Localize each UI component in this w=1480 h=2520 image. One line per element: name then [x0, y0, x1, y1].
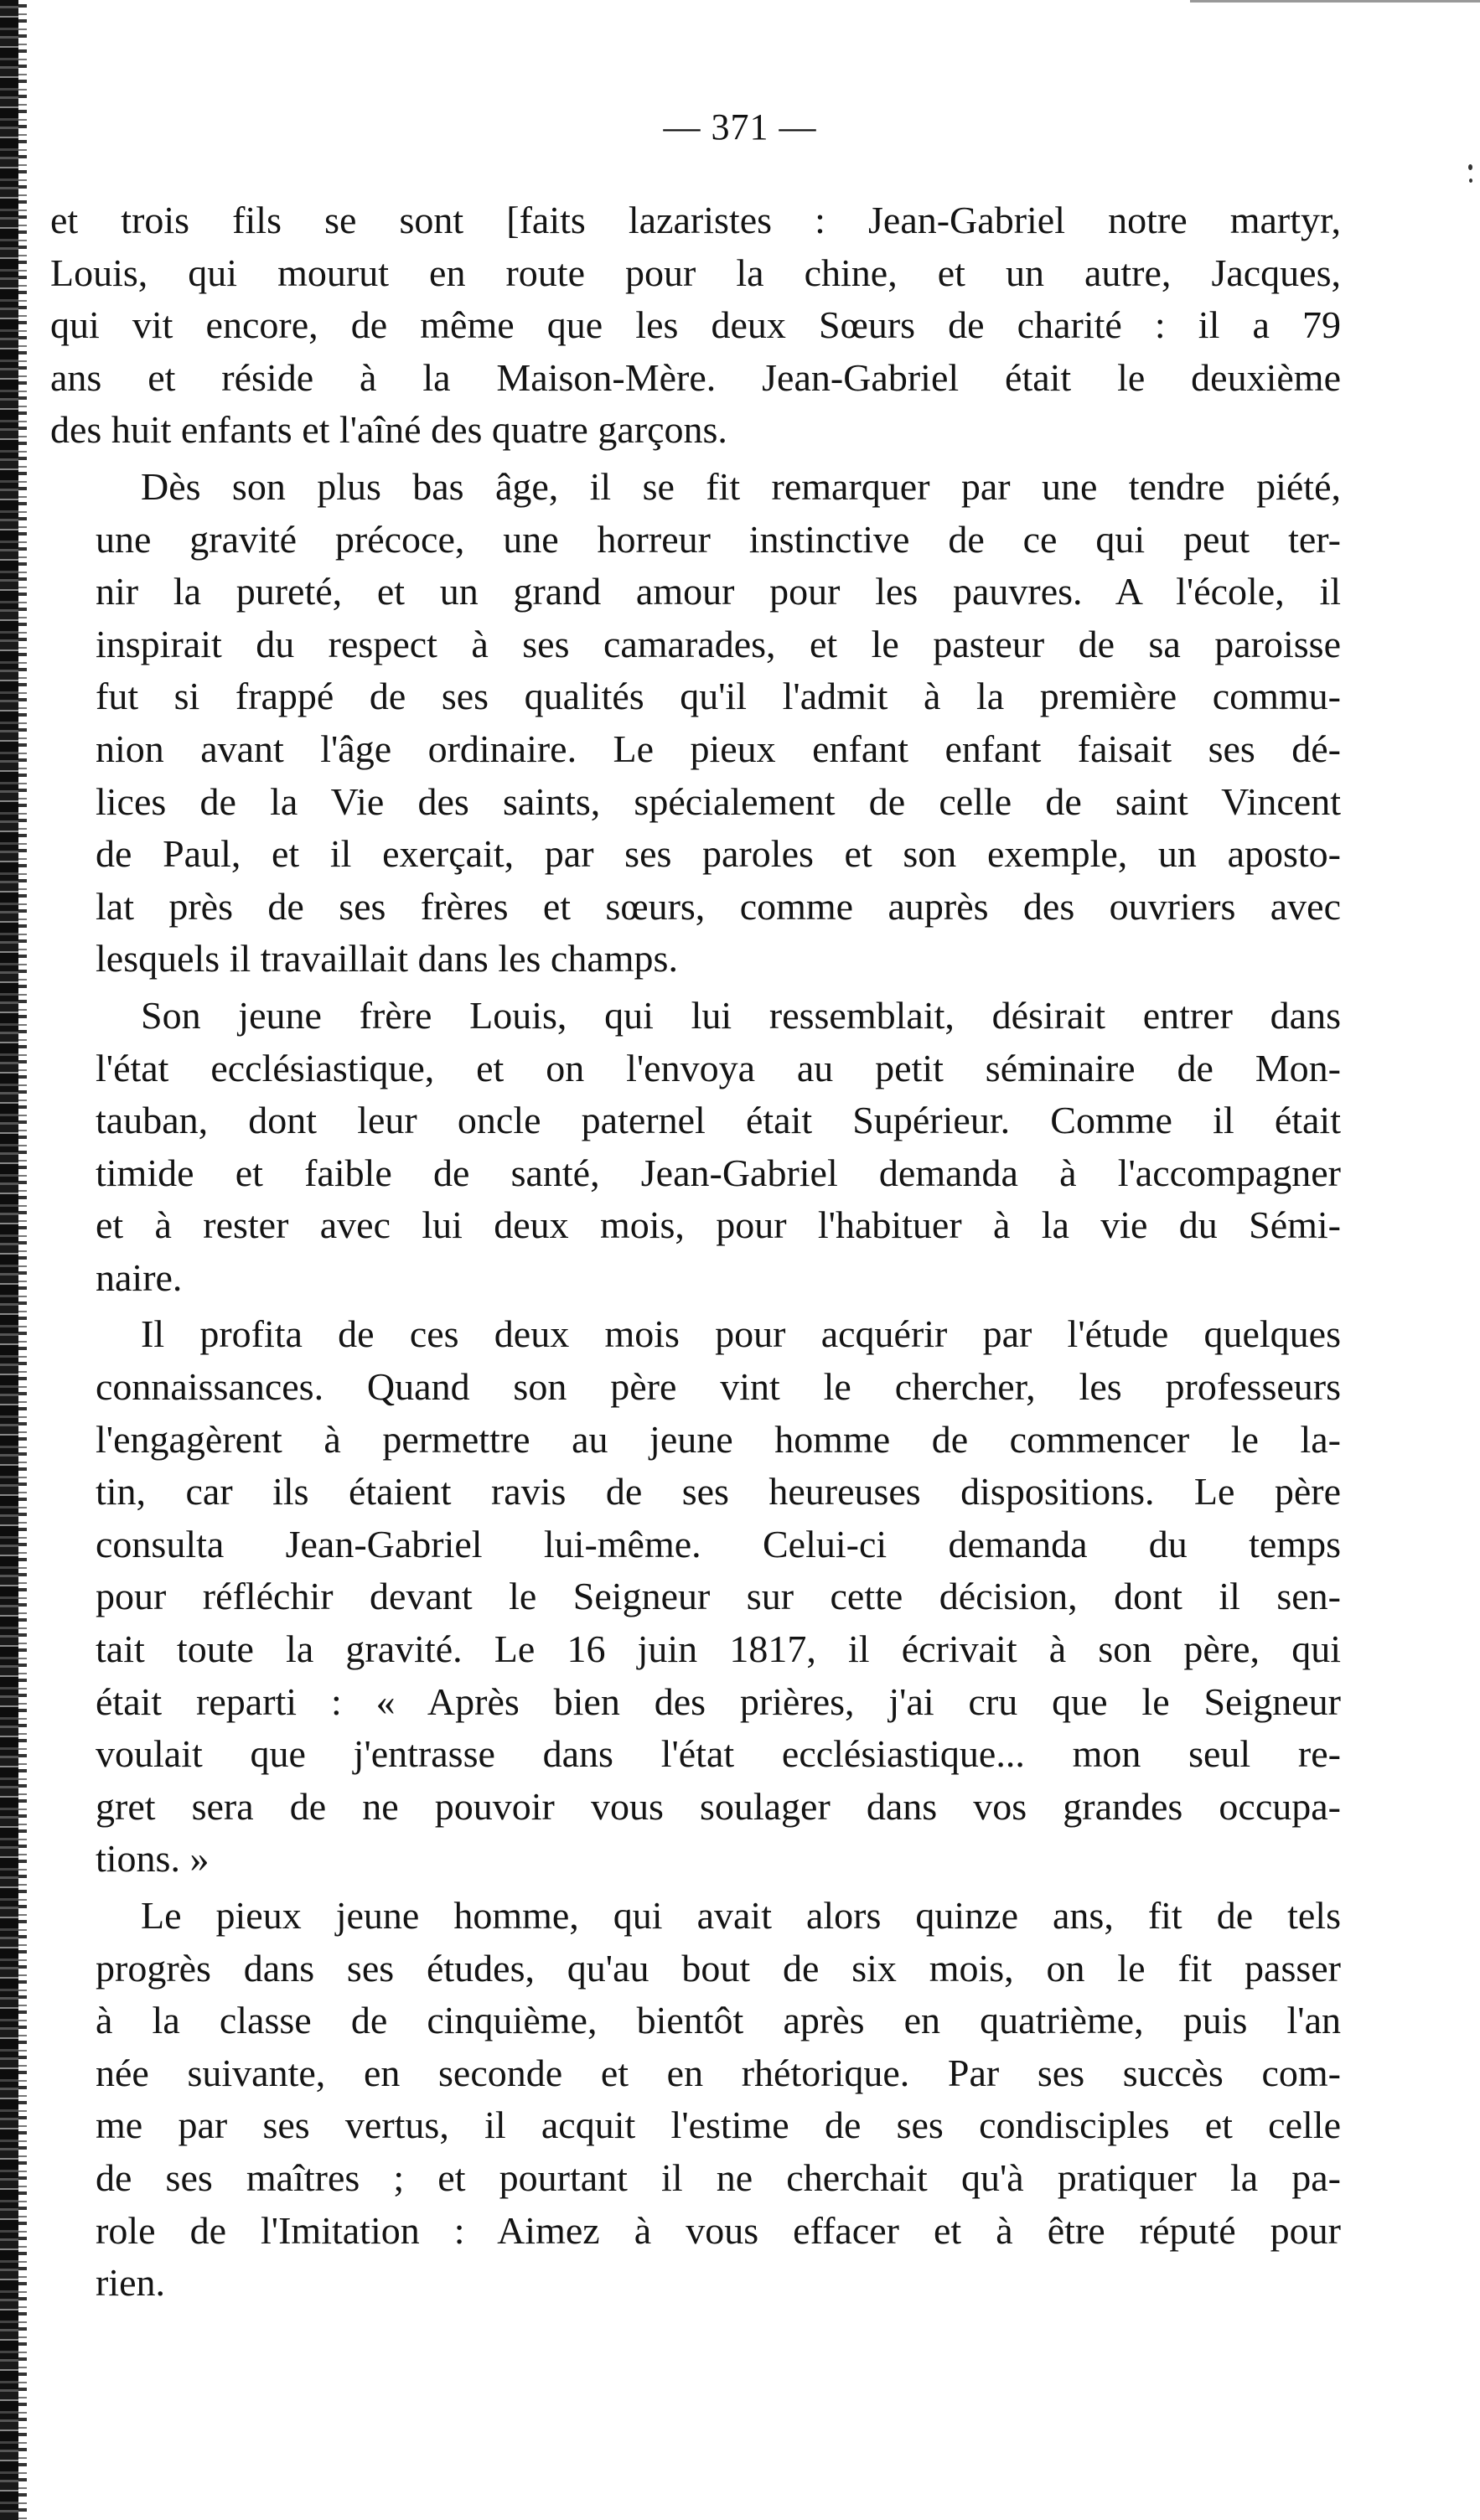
- paragraph: [50, 990, 1341, 1305]
- paragraph: [50, 1308, 1341, 1886]
- paragraph: [50, 194, 1341, 457]
- text-line: ans et réside à la Maison-Mère. Jean-Gabriel était le deuxième: [50, 355, 1341, 399]
- text-line: tions. »: [96, 1837, 210, 1881]
- text-line: Son jeune frère Louis, qui lui ressemblait, désirait entrer dans: [141, 993, 1341, 1037]
- text-line: pour réfléchir devant le Seigneur sur cette décision, dont il sen-: [96, 1575, 1341, 1618]
- text-line: l'engagèrent à permettre au jeune homme de commencer le la-: [96, 1417, 1341, 1461]
- text-line: à la classe de cinquième, bientôt après en quatrième, puis l'an: [96, 1999, 1341, 2042]
- text-line: naire.: [96, 1255, 183, 1299]
- text-line: et trois fils se sont [faits lazaristes : Jean-Gabriel notre martyr,: [50, 199, 1341, 241]
- scan-speck: [1468, 164, 1472, 170]
- text-line: née suivante, en seconde et en rhétorique. Par ses succès com-: [96, 2051, 1341, 2094]
- text-line: qui vit encore, de même que les deux Sœurs de charité : il a 79: [50, 303, 1341, 347]
- text-line: fut si frappé de ses qualités qu'il l'admit à la première commu-: [96, 675, 1341, 718]
- top-rule: [1190, 0, 1480, 3]
- paragraph: [50, 1890, 1341, 2310]
- text-line: Louis, qui mourut en route pour la chine, et un autre, Jacques,: [50, 251, 1341, 294]
- text-line: tin, car ils étaient ravis de ses heureuses dispositions. Le père: [96, 1470, 1341, 1514]
- body-text: [50, 194, 1341, 2310]
- text-line: Le pieux jeune homme, qui avait alors quinze ans, fit de tels: [141, 1894, 1341, 1937]
- text-line: et à rester avec lui deux mois, pour l'habituer à la vie du Sémi-: [96, 1203, 1341, 1247]
- text-line: inspirait du respect à ses camarades, et le pasteur de sa paroisse: [96, 622, 1341, 665]
- text-line: une gravité précoce, une horreur instinctive de ce qui peut ter-: [96, 517, 1341, 561]
- text-line: rien.: [96, 2261, 166, 2305]
- text-line: tait toute la gravité. Le 16 juin 1817, il écrivait à son père, qui: [96, 1627, 1341, 1671]
- text-line: tauban, dont leur oncle paternel était Supérieur. Comme il était: [96, 1099, 1341, 1142]
- paragraph: [50, 461, 1341, 986]
- text-line: était reparti : « Après bien des prières, j'ai cru que le Seigneur: [96, 1679, 1341, 1723]
- text-line: progrès dans ses études, qu'au bout de six mois, on le fit passer: [96, 1946, 1341, 1990]
- text-line: Dès son plus bas âge, il se fit remarquer par une tendre piété,: [141, 464, 1341, 508]
- scan-speck: [1469, 179, 1472, 183]
- text-line: me par ses vertus, il acquit l'estime de ses condisciples et celle: [96, 2103, 1341, 2147]
- text-line: role de l'Imitation : Aimez à vous effacer et à être réputé pour: [96, 2208, 1341, 2252]
- text-line: nir la pureté, et un grand amour pour les pauvres. A l'école, il: [96, 570, 1341, 613]
- text-line: voulait que j'entrasse dans l'état ecclésiastique... mon seul re-: [96, 1732, 1341, 1776]
- text-line: lesquels il travaillait dans les champs.: [96, 937, 678, 981]
- text-line: des huit enfants et l'aîné des quatre garçons.: [50, 408, 727, 452]
- text-line: nion avant l'âge ordinaire. Le pieux enfant enfant faisait ses dé-: [96, 727, 1341, 770]
- text-line: lat près de ses frères et sœurs, comme auprès des ouvriers avec: [96, 884, 1341, 928]
- text-line: Il profita de ces deux mois pour acquérir par l'étude quelques: [141, 1312, 1341, 1356]
- text-line: lices de la Vie des saints, spécialement de celle de saint Vincent: [96, 779, 1341, 823]
- text-line: timide et faible de santé, Jean-Gabriel demanda à l'accompagner: [96, 1151, 1341, 1194]
- text-line: de ses maîtres ; et pourtant il ne cherchait qu'à pratiquer la pa-: [96, 2155, 1341, 2199]
- text-line: connaissances. Quand son père vint le chercher, les professeurs: [96, 1365, 1341, 1409]
- text-line: de Paul, et il exerçait, par ses paroles et son exemple, un aposto-: [96, 832, 1341, 876]
- text-line: l'état ecclésiastique, et on l'envoya au petit séminaire de Mon-: [96, 1046, 1341, 1089]
- text-line: gret sera de ne pouvoir vous soulager dans vos grandes occupa-: [96, 1784, 1341, 1828]
- page-number: — 371 —: [663, 106, 817, 147]
- text-line: consulta Jean-Gabriel lui-même. Celui-ci demanda du temps: [96, 1522, 1341, 1565]
- binding-edge: [0, 0, 25, 2520]
